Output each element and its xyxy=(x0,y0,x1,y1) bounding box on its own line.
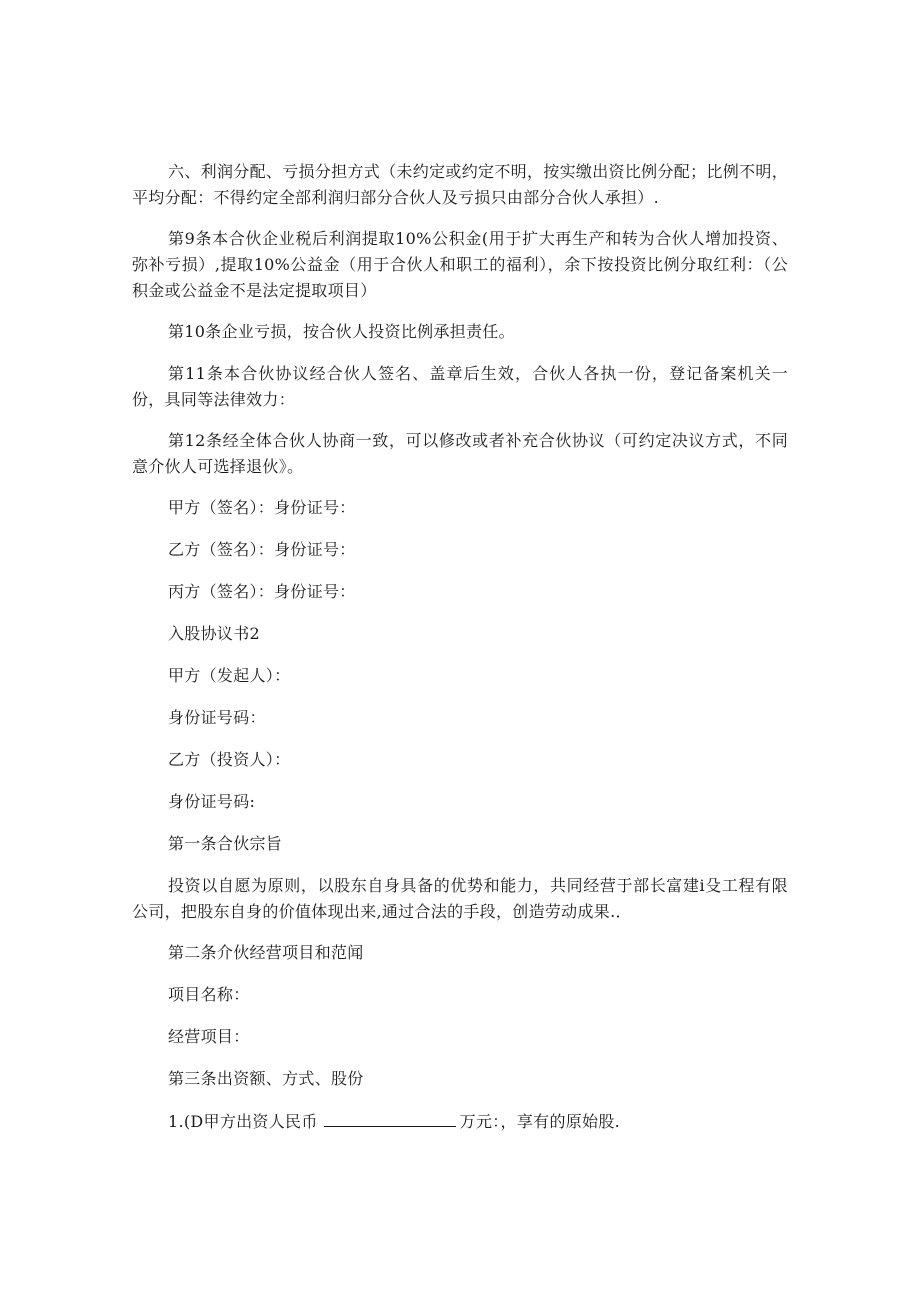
party-b-investor: 乙方（投资人）： xyxy=(168,750,291,769)
amount-blank-field xyxy=(324,1108,456,1127)
party-a-id-number: 身份证号码： xyxy=(168,708,266,727)
business-project-line: 经营项目： xyxy=(168,1027,250,1046)
paragraph-article-10: 第10条企业亏损，按合伙人投资比例承担责任。 xyxy=(168,322,515,341)
paragraph-article-12: 第12条经全体合伙人协商一致，可以修改或者补充合伙协议（可约定决议方式，不同意介伙人可选择退伙》。 xyxy=(132,431,788,476)
signature-line-party-b: 乙方（签名）：身份证号： xyxy=(168,540,356,559)
paragraph-profit-distribution: 六、利润分配、亏损分担方式（未约定或约定不明，按实缴出资比例分配；比例不明，平均分配：不得约定全部利润归部分合伙人及亏损只由部分合伙人承担）. xyxy=(132,162,788,207)
capital-suffix: 万元：，享有的原始股. xyxy=(459,1112,621,1131)
party-b-id-number: 身份证号码: xyxy=(168,792,256,811)
article-2-heading: 第二条介伙经营项目和范闻 xyxy=(168,943,364,962)
document-body xyxy=(132,159,788,1151)
party-a-initiator: 甲方（发起人）： xyxy=(168,666,291,685)
paragraph-article-9: 第9条本合伙企业税后利润提取10%公积金(用于扩大再生产和转为合伙人增加投资、弥补亏损）,提取10%公益金（用于合伙人和职工的福利），余下按投资比例分取红利：（公积金或公益金不是法定提取项目） xyxy=(132,229,788,300)
capital-prefix: 1.(D甲方出资人民币 xyxy=(168,1112,318,1131)
article-1-body: 投资以自愿为原则，以股东自身具备的优势和能力，共同经营于部长富建i殳工程有限公司，把股东自身的价值体现出来,通过合法的手段，创造劳动成果.． xyxy=(132,876,788,921)
section-heading-agreement-2: 入股协议书2 xyxy=(168,624,260,643)
article-3-heading: 第三条出资额、方式、股份 xyxy=(168,1069,364,1088)
signature-line-party-c: 丙方（签名）：身份证号： xyxy=(168,582,356,601)
paragraph-article-11: 第11条本合伙协议经合伙人签名、盖章后生效，合伙人各执一份，登记备案机关一份，具同等法律效力： xyxy=(132,364,788,409)
capital-contribution-line xyxy=(132,1108,788,1135)
article-1-heading: 第一条合伙宗旨 xyxy=(168,834,283,853)
project-name-line: 项目名称： xyxy=(168,985,250,1004)
signature-line-party-a: 甲方（签名）：身份证号： xyxy=(168,498,356,517)
